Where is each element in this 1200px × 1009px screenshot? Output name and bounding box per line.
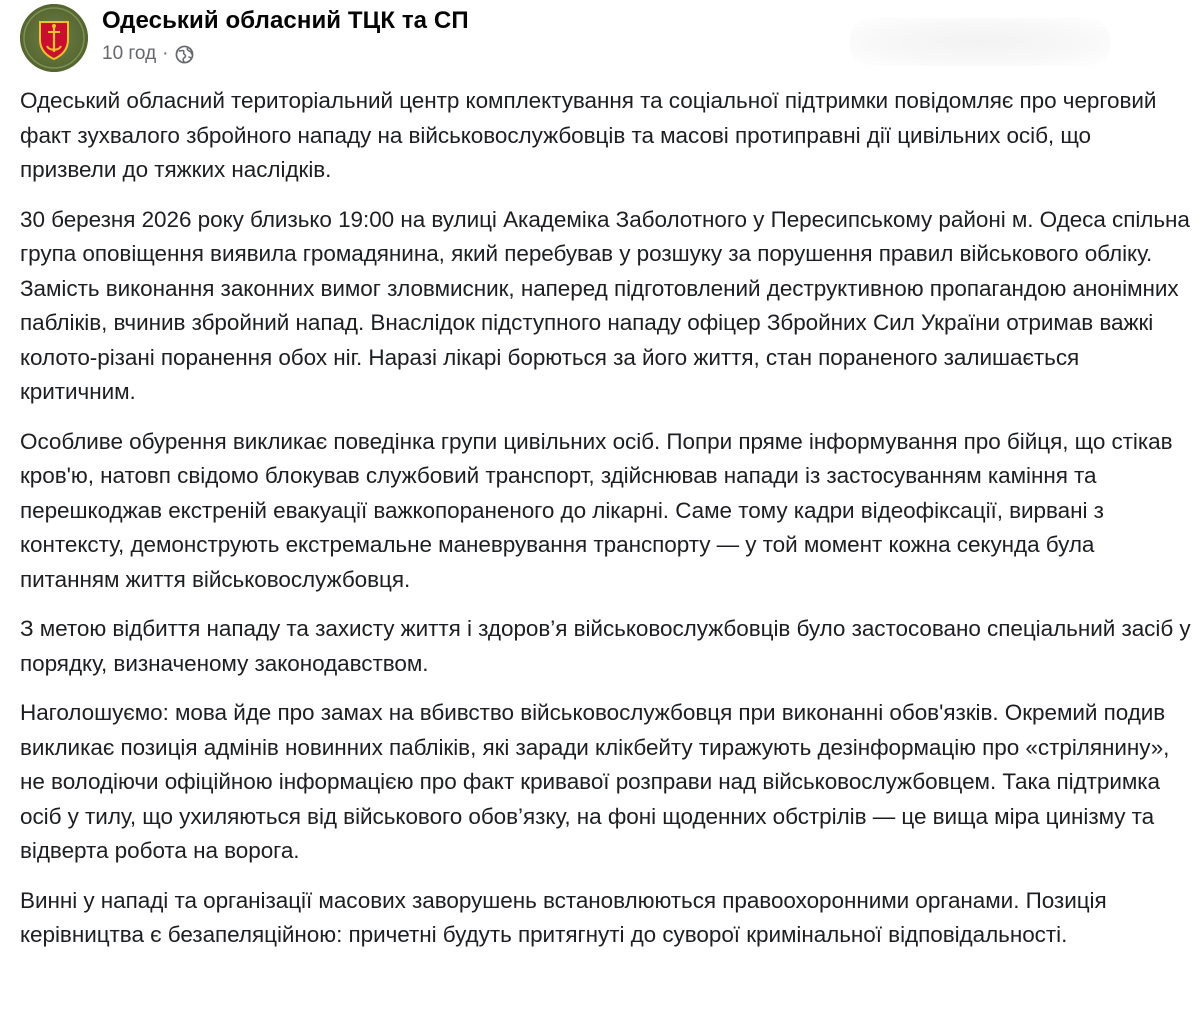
post-paragraph-3: Особливе обурення викликає поведінка групи цивільних осіб. Попри пряме інформування про бійця, що стікав кров'ю, натовп свідомо блокував службовий транспорт, здійснював напади із застосуванням каміння та перешкоджав екстреній евакуації важкопораненого до лікарні. Саме тому кадри відеофіксації, вирвані з контексту, демонструють екстремальне маневрування транспорту — у той момент кожна секунда була питанням життя військовослужбовця.: [20, 428, 1173, 592]
post-paragraph-6: Винні у нападі та організації масових заворушень встановлюються правоохоронними органами. Позиція керівництва є безапеляційною: причетні будуть притягнуті до суворої кримінальної відповідальності.: [20, 887, 1107, 947]
post-paragraph-5: Наголошуємо: мова йде про замах на вбивство військовослужбовця при виконанні обов'язків. Окремий подив викликає позиція адмінів новинних пабліків, які заради клікбейту тиражують дезінформацію про «стрілянину», не володіючи офіційною інформацією про факт кривавої розправи над військовослужбовцем. Така підтримка осіб у тилу, що ухиляються від військового обов’язку, на фоні щоденних обстрілів — це вища міра цинізму та відверта робота на ворога.: [20, 700, 1170, 863]
post-timestamp[interactable]: 10 год: [102, 43, 157, 64]
blurred-region: [850, 18, 1110, 66]
post-paragraph-4: З метою відбиття нападу та захисту життя і здоров’я військовослужбовців було застосовано спеціальний засіб у порядку, визначеному законодавством.: [20, 616, 1191, 676]
post-text: [20, 84, 1192, 953]
separator-dot: ·: [162, 43, 169, 64]
military-emblem-icon: [20, 4, 88, 72]
page-name-link[interactable]: Одеський обласний ТЦК та СП: [102, 7, 469, 34]
post-meta: [102, 4, 469, 66]
post-paragraph-1: Одеський обласний територіальний центр комплектування та соціальної підтримки повідомляє про черговий факт зухвалого збройного нападу на військовослужбовців та масові протиправні дії цивільних осіб, що призвели до тяжких наслідків.: [20, 88, 1157, 182]
post-subline: [102, 42, 469, 66]
globe-icon[interactable]: [175, 45, 194, 64]
post-header: [20, 4, 469, 76]
post-paragraph-2: 30 березня 2026 року близько 19:00 на вулиці Академіка Заболотного у Пересипському районі м. Одеса спільна група оповіщення виявила громадянина, який перебував у розшуку за порушення правил військового обліку. Замість виконання законних вимог зловмисник, наперед підготовлений деструктивною пропагандою анонімних пабліків, вчинив збройний напад. Внаслідок підступного нападу офіцер Збройних Сил України отримав важкі колото-різані поранення обох ніг. Наразі лікарі борються за його життя, стан пораненого залишається критичним.: [20, 206, 1190, 404]
avatar[interactable]: [20, 4, 88, 72]
